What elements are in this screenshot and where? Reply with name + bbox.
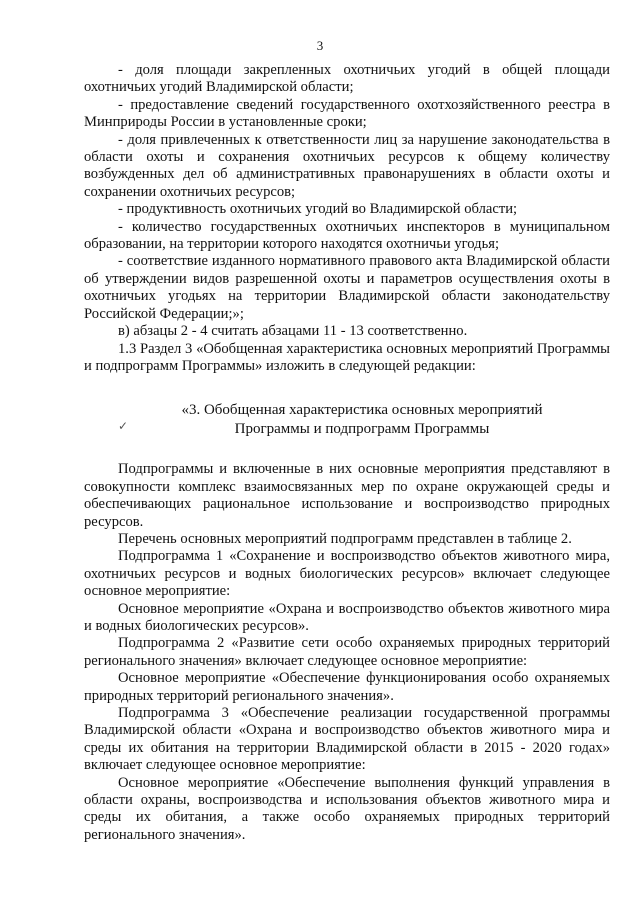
paragraph: Основное мероприятие «Охрана и воспроизводство объектов животного мира и водных биологических ресурсов». [84,600,610,634]
amendment-item-1-3: 1.3 Раздел 3 «Обобщенная характеристика основных мероприятий Программы и подпрограмм Программы» изложить в следующей редакции: [84,340,610,374]
paragraph: Основное мероприятие «Обеспечение выполнения функций управления в области охраны, воспроизводства и использования объектов животного мира и среды их обитания, а также особо охраняемых природных территорий регионального значения». [84,774,610,843]
list-item: - соответствие изданного нормативного правового акта Владимирской области об утверждении видов разрешенной охоты и параметров осуществления охоты в охотничьих угодьях на территории Владимирской области законодательству Российской Федерации;»; [84,253,610,322]
paragraph: Основное мероприятие «Обеспечение функционирования особо охраняемых природных территорий регионального значения». [84,670,610,704]
list-item: - доля площади закрепленных охотничьих угодий в общей площади охотничьих угодий Владимирской области; [84,62,610,96]
section-title-line1: «3. Обобщенная характеристика основных мероприятий [181,402,543,419]
paragraph: Перечень основных мероприятий подпрограмм представлен в таблице 2. [118,530,572,547]
list-item: - продуктивность охотничьих угодий во Владимирской области; [118,201,518,218]
paragraph: Подпрограммы и включенные в них основные мероприятия представляют в совокупности комплекс взаимосвязанных мер по охране окружающей среды и обеспечивающих рациональное использование и воспроизводство природных ресурсов. [84,461,610,530]
paragraph: Подпрограмма 1 «Сохранение и воспроизводство объектов животного мира, охотничьих ресурсов и водных биологических ресурсов» включает следующее основное мероприятие: [84,548,610,600]
section-title-line2: Программы и подпрограмм Программы [234,421,490,438]
margin-check-mark: ✓ [118,419,129,433]
paragraph: Подпрограмма 2 «Развитие сети особо охраняемых природных территорий регионального значения» включает следующее основное мероприятие: [84,635,610,669]
page-number: 3 [316,38,324,53]
list-item: - количество государственных охотничьих инспекторов в муниципальном образовании, на территории которого находятся охотничьи угодья; [84,218,610,253]
list-item: - предоставление сведений государственного охотхозяйственного реестра в Минприроды России в установленные сроки; [84,96,610,131]
amendment-item-v: в) абзацы 2 - 4 считать абзацами 11 - 13 соответственно. [118,323,468,340]
document-body [84,62,610,844]
list-item: - доля привлеченных к ответственности лиц за нарушение законодательства в области охоты и сохранения охотничьих ресурсов к общему количеству возбужденных дел об административных правонарушениях в области охоты и сохранении охотничьих ресурсов; [84,131,610,200]
section-title [124,401,600,439]
paragraph: Подпрограмма 3 «Обеспечение реализации государственной программы Владимирской области «Охрана и воспроизводство объектов животного мира и среды их обитания на территории Владимирской области в 2015 - 2020 годах» включает следующее основное мероприятие: [84,705,610,774]
